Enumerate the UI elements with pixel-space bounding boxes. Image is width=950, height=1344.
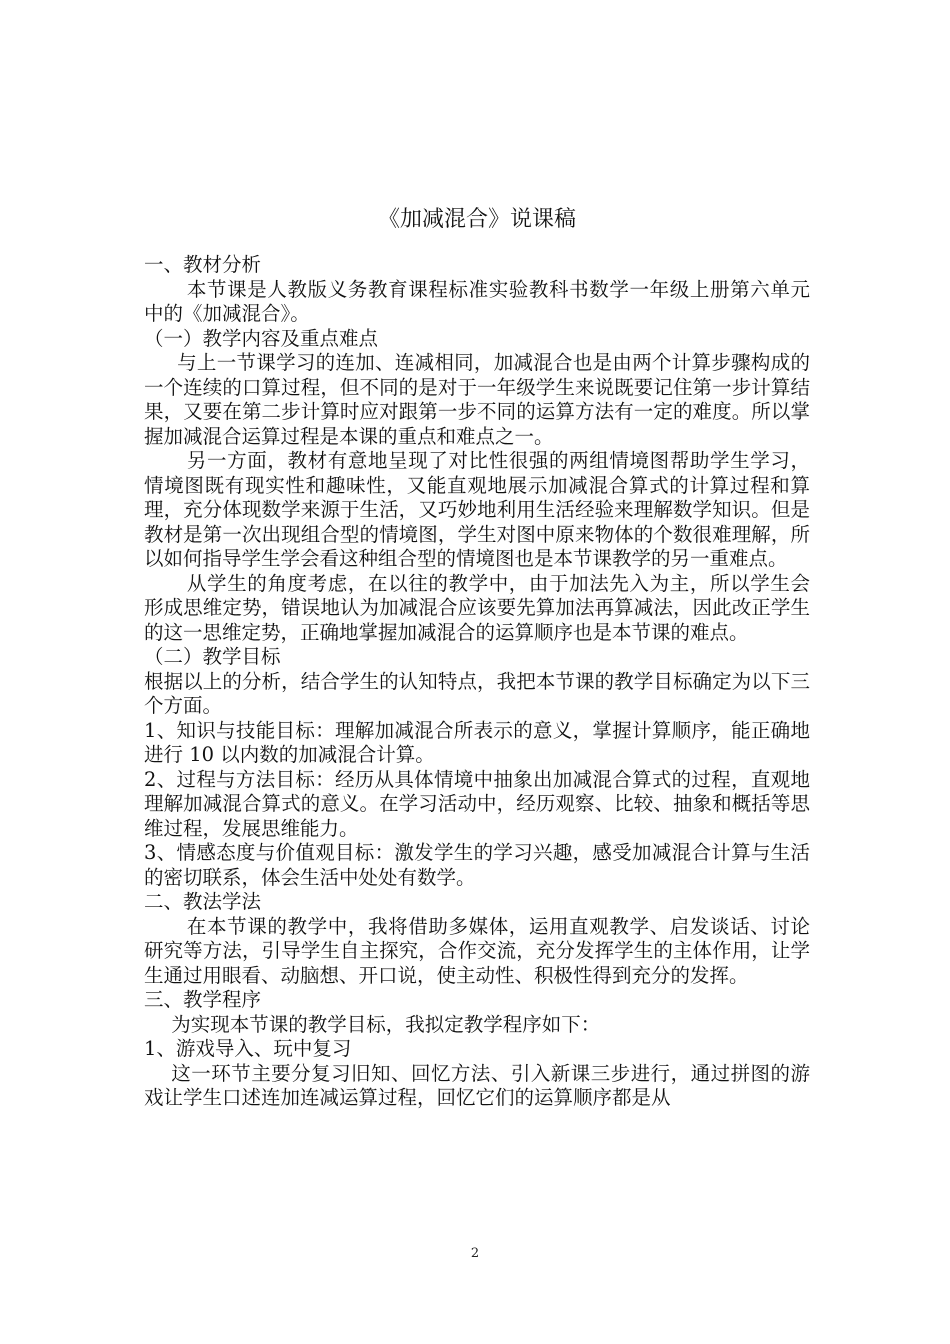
paragraph-student-perspective: 从学生的角度考虑，在以往的教学中，由于加法先入为主，所以学生会形成思维定势，错误地认为加减混合应该要先算加法再算减法，因此改正学生的这一思维定势，正确地掌握加减混合的运算顺序也是本节课的难点。 [144, 571, 810, 644]
document-title: 《加减混合》说课稿 [377, 207, 576, 232]
paragraph-scene-pictures: 另一方面，教材有意地呈现了对比性很强的两组情境图帮助学生学习，情境图既有现实性和趣味性，又能直观地展示加减混合算式的计算过程和算理，充分体现数学来源于生活，又巧妙地利用生活经验来理解数学知识。但是教材是第一次出现组合型的情境图，学生对图中原来物体的个数很难理解，所以如何指导学生学会看这种组合型的情境图也是本节课教学的另一重难点。 [144, 449, 810, 570]
document-body [144, 205, 810, 1111]
paragraph-game-review: 这一环节主要分复习旧知、回忆方法、引入新课三步进行，通过拼图的游戏让学生口述连加连减运算过程，回忆它们的运算顺序都是从 [144, 1061, 810, 1109]
subsection-heading-teaching-goals: （二）教学目标 [144, 645, 281, 668]
section-heading-textbook-analysis: 一、教材分析 [144, 253, 262, 276]
section-heading-teaching-methods: 二、教法学法 [144, 890, 262, 913]
paragraph-goals-intro: 根据以上的分析，结合学生的认知特点，我把本节课的教学目标确定为以下三个方面。 [144, 669, 810, 717]
paragraph-course-source: 本节课是人教版义务教育课程标准实验教科书数学一年级上册第六单元中的《加减混合》。 [144, 277, 810, 325]
goal-item-knowledge-skills: 1、知识与技能目标：理解加减混合所表示的意义，掌握计算顺序，能正确地进行 10 以内数的加减混合计算。 [144, 718, 810, 766]
paragraph-methods: 在本节课的教学中，我将借助多媒体，运用直观教学、启发谈话、讨论研究等方法，引导学生自主探究，合作交流，充分发挥学生的主体作用，让学生通过用眼看、动脑想、开口说，使主动性、积极性得到充分的发挥。 [144, 914, 810, 987]
paragraph-key-difficulty: 与上一节课学习的连加、连减相同，加减混合也是由两个计算步骤构成的一个连续的口算过程，但不同的是对于一年级学生来说既要记住第一步计算结果，又要在第二步计算时应对跟第一步不同的运算方法有一定的难度。所以掌握加减混合运算过程是本课的重点和难点之一。 [144, 351, 810, 448]
section-heading-teaching-procedure: 三、教学程序 [144, 988, 262, 1011]
subsection-heading-content-difficulties: （一）教学内容及重点难点 [144, 326, 379, 350]
goal-item-process-methods: 2、过程与方法目标：经历从具体情境中抽象出加减混合算式的过程，直观地理解加减混合算式的意义。在学习活动中，经历观察、比较、抽象和概括等思维过程，发展思维能力。 [144, 767, 810, 840]
goal-item-attitudes-values: 3、情感态度与价值观目标：激发学生的学习兴趣，感受加减混合计算与生活的密切联系，体会生活中处处有数学。 [144, 841, 810, 889]
paragraph-procedure-intro: 为实现本节课的教学目标，我拟定教学程序如下： [171, 1012, 601, 1036]
procedure-step-game-intro: 1、游戏导入、玩中复习 [144, 1037, 352, 1060]
page-number: 2 [470, 1246, 480, 1261]
